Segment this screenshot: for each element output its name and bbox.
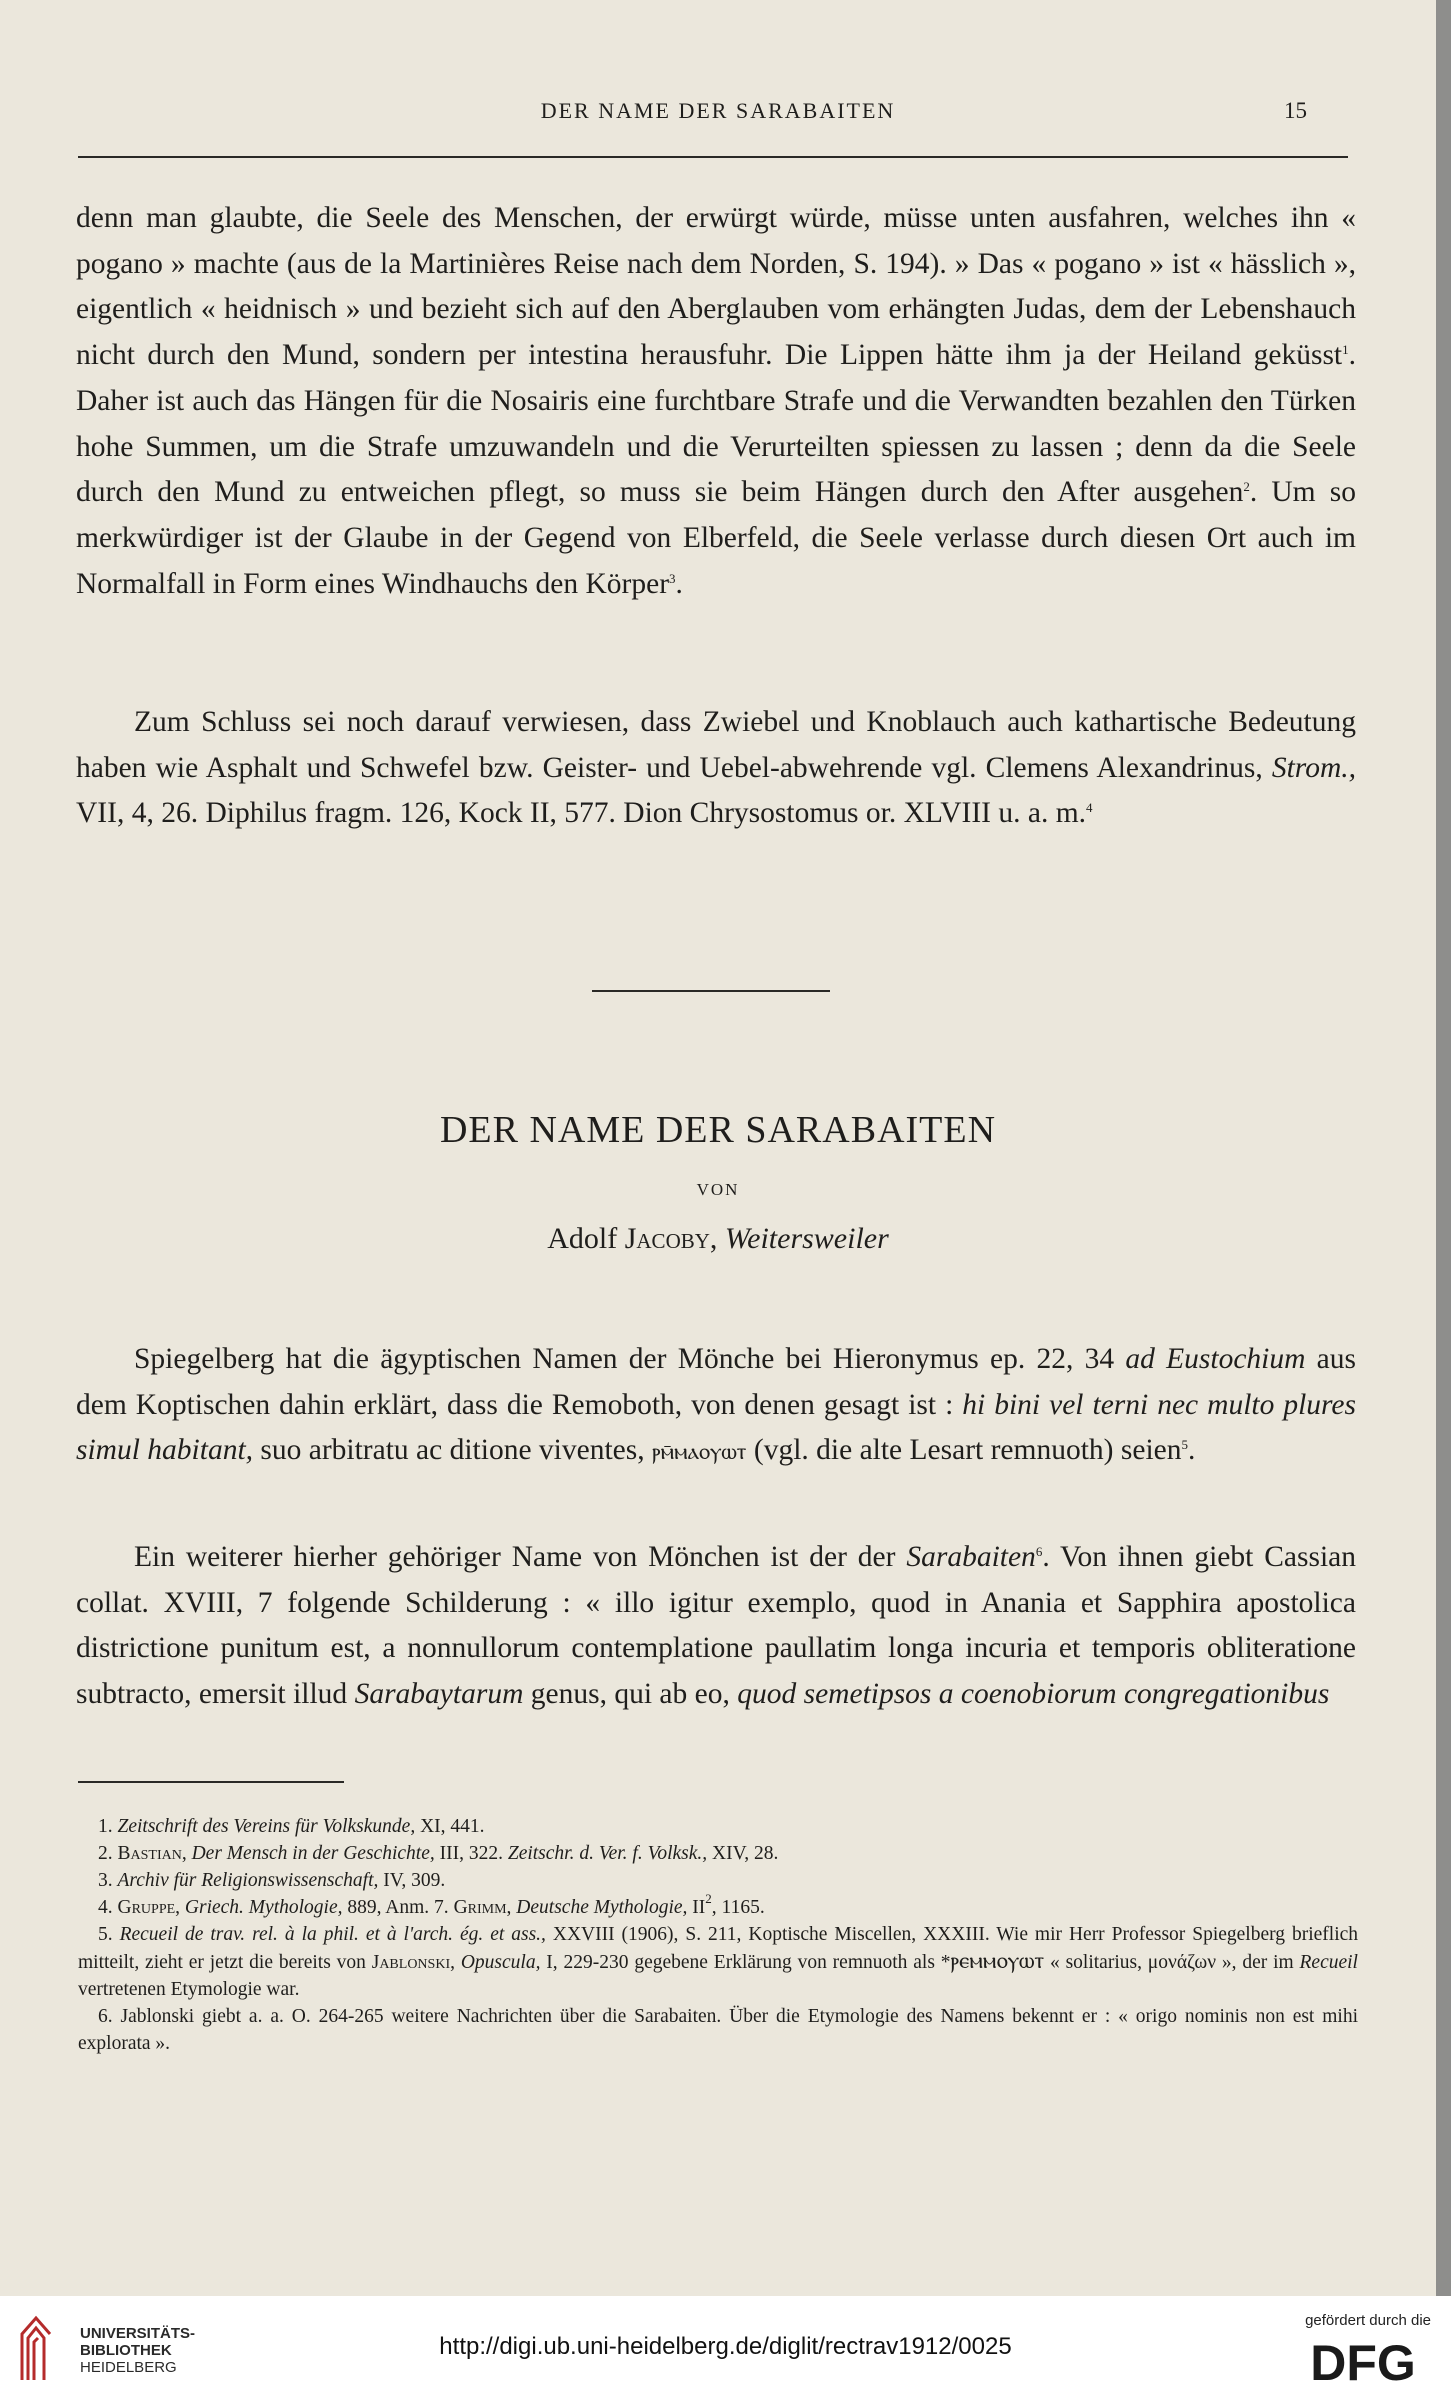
author-first-name: Adolf	[547, 1222, 625, 1255]
paragraph-4	[76, 1535, 1356, 1718]
article-von: VON	[696, 1180, 740, 1199]
header-rule	[78, 156, 1348, 158]
dfg-logo-text: DFG	[1310, 2335, 1416, 2386]
footnote-ref: 1	[1342, 342, 1349, 358]
text-run: XIV, 28.	[707, 1843, 779, 1864]
text-run: 6. Jablonski giebt a. a. O. 264-265 weitere Nachrichten über die Sarabaiten. Über die Etymologie des Namens bekennt er : « origo nominis non est mihi explorata ».	[78, 2006, 1358, 2054]
text-run: I, 229-230 gegebene Erklärung von remnuoth als *	[540, 1952, 951, 1973]
page-number: 15	[1284, 98, 1307, 123]
italic-text: Zeitschr. d. Ver. f. Volksk.,	[507, 1843, 708, 1864]
text-run: denn man glaubte, die Seele des Menschen, der erwürgt würde, müsse unten ausfahren, welches ihn « pogano » machte (aus de la Martinières Reise nach dem Norden, S. 194). » Das « pogano » ist « hässlich », eigentlich « heidnisch » und bezieht sich auf den Aberglauben vom erhängten Judas, dem der Lebenshauch nicht durch den Mund, sondern per intestina herausfuhr. Die Lippen hätte ihm ja der Heiland geküsst	[76, 202, 1356, 372]
text-run: suo arbitratu ac ditione viventes,	[253, 1434, 652, 1467]
text-run: « solitarius, μονάζων », der im	[1044, 1952, 1300, 1973]
footnote-ref: 6	[1035, 1544, 1043, 1559]
footnote-rule	[78, 1781, 344, 1783]
library-name-line-2: BIBLIOTHEK	[80, 2342, 172, 2359]
paragraph-3	[76, 1337, 1356, 1476]
coptic-word: ⲣⲉⲙⲙⲟⲩⲱⲧ	[950, 1948, 1045, 1974]
text-run: .	[1187, 1434, 1196, 1467]
text-run: IV, 309.	[378, 1870, 446, 1891]
digitization-footer	[0, 2296, 1451, 2399]
italic-text: Recueil de trav. rel. à la phil. et à l'arch. ég. et ass.,	[119, 1924, 546, 1945]
footnote-ref: 4	[1086, 800, 1093, 816]
text-run: genus, qui ab eo,	[523, 1678, 738, 1711]
italic-text: Sarabaytarum	[354, 1678, 524, 1711]
text-run: XXVIII (1906), S. 211, Koptische Miscellen, XXXIII. Wie mir Herr Professor Spiegelberg brieflich mitteilt, zieht er jetzt die bereits von	[78, 1924, 1359, 1973]
text-run: III, 322.	[434, 1843, 508, 1864]
author-separator: ,	[709, 1222, 725, 1255]
author-name: Grimm,	[453, 1897, 512, 1918]
italic-text: Zeitschrift des Vereins für Volkskunde,	[117, 1816, 416, 1837]
text-run: II	[687, 1897, 706, 1918]
text-run: . Von ihnen giebt Cassian collat. XVIII, 7 folgende Schilderung : « illo igitur exemplo, quod in Anania et Sapphira apostolica districtione punitum est, a nonnullorum contemplatione paullatim longa incuria et temporis obliteratione subtracto, emersit illud	[76, 1541, 1356, 1711]
footnote-ref: 2	[1243, 479, 1250, 495]
italic-text: Der Mensch in der Geschichte,	[191, 1843, 435, 1864]
coptic-word: ⲣⲙ̄ⲙⲁⲟⲩⲱⲧ	[651, 1439, 747, 1466]
author-name: Gruppe,	[117, 1897, 181, 1918]
footnotes	[78, 1813, 1358, 2057]
footnote-ref: 2	[705, 1891, 712, 1906]
italic-text: hi bini vel terni nec multo plures simul habitant,	[76, 1388, 1356, 1467]
paragraph-1	[76, 196, 1356, 607]
text-run: , 1165.	[711, 1897, 765, 1918]
italic-text: Recueil	[1299, 1952, 1358, 1973]
library-name-line-3: HEIDELBERG	[80, 2359, 177, 2376]
text-run: .	[675, 567, 683, 600]
dfg-logo-icon	[1293, 2334, 1433, 2386]
text-run: 1.	[98, 1816, 118, 1837]
author-place: Weitersweiler	[724, 1222, 889, 1255]
text-run: Spiegelberg hat die ägyptischen Namen der Mönche bei Hieronymus ep. 22, 34	[134, 1343, 1126, 1375]
text-run: vertretenen Etymologie war.	[78, 1979, 300, 2000]
text-run: 3.	[98, 1870, 118, 1891]
text-run: 5.	[98, 1924, 120, 1945]
footnote-3	[78, 1867, 1358, 1894]
footnote-6	[78, 2003, 1358, 2057]
text-run: (vgl. die alte Lesart remnuoth) seien	[746, 1434, 1182, 1467]
footnote-ref: 5	[1181, 1437, 1188, 1453]
article-title: DER NAME DER SARABAITEN	[439, 1109, 997, 1151]
italic-text: quod semetipsos a coenobiorum congregationibus	[737, 1678, 1330, 1711]
text-run: . Um so merkwürdiger ist der Glaube in der Gegend von Elberfeld, die Seele verlasse durch diesen Ort auch im Normalfall in Form eines Windhauchs den Körper	[76, 476, 1356, 600]
italic-text: Sarabaiten	[906, 1541, 1036, 1573]
footnote-ref: 3	[669, 570, 676, 586]
author-last-name: Jacoby	[624, 1222, 710, 1255]
footnote-5	[78, 1921, 1358, 2003]
funded-by-label: gefördert durch die	[1305, 2312, 1431, 2329]
author-name: Jablonski,	[371, 1952, 455, 1973]
text-run: 889, Anm. 7.	[342, 1897, 454, 1918]
paragraph-2	[76, 700, 1356, 837]
footnote-4	[78, 1891, 1358, 1921]
italic-text: Archiv für Religionswissenschaft,	[117, 1870, 379, 1891]
text-run: XI, 441.	[415, 1816, 485, 1837]
text-run: Ein weiterer hierher gehöriger Name von Mönchen ist der der	[134, 1541, 907, 1573]
italic-text: ad Eustochium	[1125, 1343, 1306, 1375]
text-run: 4.	[98, 1897, 118, 1918]
article-author	[0, 1222, 1436, 1256]
author-name: Bastian,	[117, 1843, 187, 1864]
running-title: DER NAME DER SARABAITEN	[540, 98, 896, 123]
italic-text: Griech. Mythologie,	[184, 1897, 343, 1918]
text-run: . Daher ist auch das Hängen für die Nosairis eine furchtbare Strafe und die Verwandten bezahlen den Türken hohe Summen, um die Strafe umzuwandeln und die Verurteilten spiessen zu lassen ; denn da die Seele durch den Mund zu entweichen pflegt, so muss sie beim Hängen durch den After ausgehen	[76, 339, 1356, 509]
italic-text: Strom.,	[1271, 751, 1356, 784]
footnote-1	[78, 1813, 1358, 1840]
text-run: aus dem Koptischen dahin erklärt, dass die Remoboth, von denen gesagt ist :	[76, 1343, 1356, 1421]
permalink[interactable]: http://digi.ub.uni-heidelberg.de/diglit/rectrav1912/0025	[439, 2333, 1012, 2360]
text-run: VII, 4, 26. Diphilus fragm. 126, Kock II, 577. Dion Chrysostomus or. XLVIII u. a. m.	[76, 797, 1087, 830]
section-separator	[592, 990, 830, 992]
text-run: Zum Schluss sei noch darauf verwiesen, dass Zwiebel und Knoblauch auch kathartische Bedeutung haben wie Asphalt und Schwefel bzw. Geister- und Uebel-abwehrende vgl. Clemens Alexandrinus,	[76, 706, 1356, 784]
italic-text: Opuscula,	[460, 1952, 541, 1973]
footnote-2	[78, 1840, 1358, 1867]
library-name-line-1: UNIVERSITÄTS-	[80, 2325, 196, 2342]
text-run: 2.	[98, 1843, 118, 1864]
italic-text: Deutsche Mythologie,	[516, 1897, 688, 1918]
